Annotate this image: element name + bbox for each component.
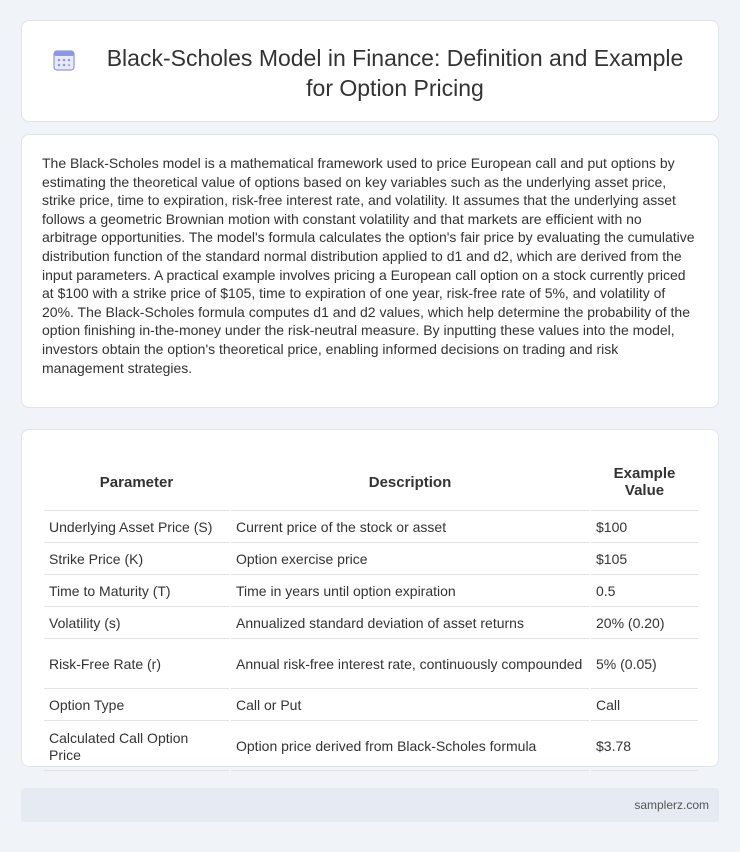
table-row	[44, 577, 698, 607]
table-card	[21, 429, 719, 767]
cell-description: Annualized standard deviation of asset returns	[231, 609, 589, 639]
description-text: The Black-Scholes model is a mathematical framework used to price European call and put options by estimating the theoretical value of options based on key variables such as the underlying asset price, strike price, time to expiration, risk-free interest rate, and volatility. It assumes that the underlying asset follows a geometric Brownian motion with constant volatility and that markets are efficient with no arbitrage opportunities. The model's formula calculates the option's fair price by evaluating the cumulative distribution function of the standard normal distribution applied to d1 and d2, which are derived from the input parameters. A practical example involves pricing a European call option on a stock currently priced at $100 with a strike price of $105, time to expiration of one year, risk-free rate of 5%, and volatility of 20%. The Black-Scholes formula computes d1 and d2 values, which help determine the probability of the option finishing in-the-money under the risk-neutral measure. By inputting these values into the model, investors obtain the option's theoretical price, enabling informed decisions on trading and risk management strategies.	[42, 155, 695, 376]
table-header-row	[44, 454, 698, 511]
cell-parameter: Risk-Free Rate (r)	[44, 641, 229, 689]
footer	[21, 788, 719, 822]
cell-description: Option exercise price	[231, 545, 589, 575]
table-row	[44, 691, 698, 721]
cell-parameter: Volatility (s)	[44, 609, 229, 639]
cell-parameter: Time to Maturity (T)	[44, 577, 229, 607]
cell-value: $100	[591, 513, 698, 543]
cell-value: Call	[591, 691, 698, 721]
cell-description: Option price derived from Black-Scholes formula	[231, 723, 589, 771]
table-row	[44, 609, 698, 639]
cell-parameter: Option Type	[44, 691, 229, 721]
cell-parameter: Strike Price (K)	[44, 545, 229, 575]
cell-description: Call or Put	[231, 691, 589, 721]
cell-value: $3.78	[591, 723, 698, 771]
title-card	[21, 20, 719, 122]
cell-value: 5% (0.05)	[591, 641, 698, 689]
table-row	[44, 641, 698, 689]
cell-parameter: Calculated Call Option Price	[44, 723, 229, 771]
cell-description: Time in years until option expiration	[231, 577, 589, 607]
cell-description: Current price of the stock or asset	[231, 513, 589, 543]
page-title: Black-Scholes Model in Finance: Definition and Example for Option Pricing	[106, 45, 684, 101]
table-row	[44, 545, 698, 575]
header-example-value: Example Value	[591, 454, 698, 511]
description-card	[21, 134, 719, 408]
cell-parameter: Underlying Asset Price (S)	[44, 513, 229, 543]
parameters-table	[42, 452, 700, 773]
header-description: Description	[231, 454, 589, 511]
cell-description: Annual risk-free interest rate, continuously compounded	[231, 641, 589, 689]
footer-site-link[interactable]: samplerz.com	[634, 798, 709, 812]
header-parameter: Parameter	[44, 454, 229, 511]
cell-value: $105	[591, 545, 698, 575]
cell-value: 20% (0.20)	[591, 609, 698, 639]
table-row	[44, 513, 698, 543]
cell-value: 0.5	[591, 577, 698, 607]
table-row	[44, 723, 698, 771]
